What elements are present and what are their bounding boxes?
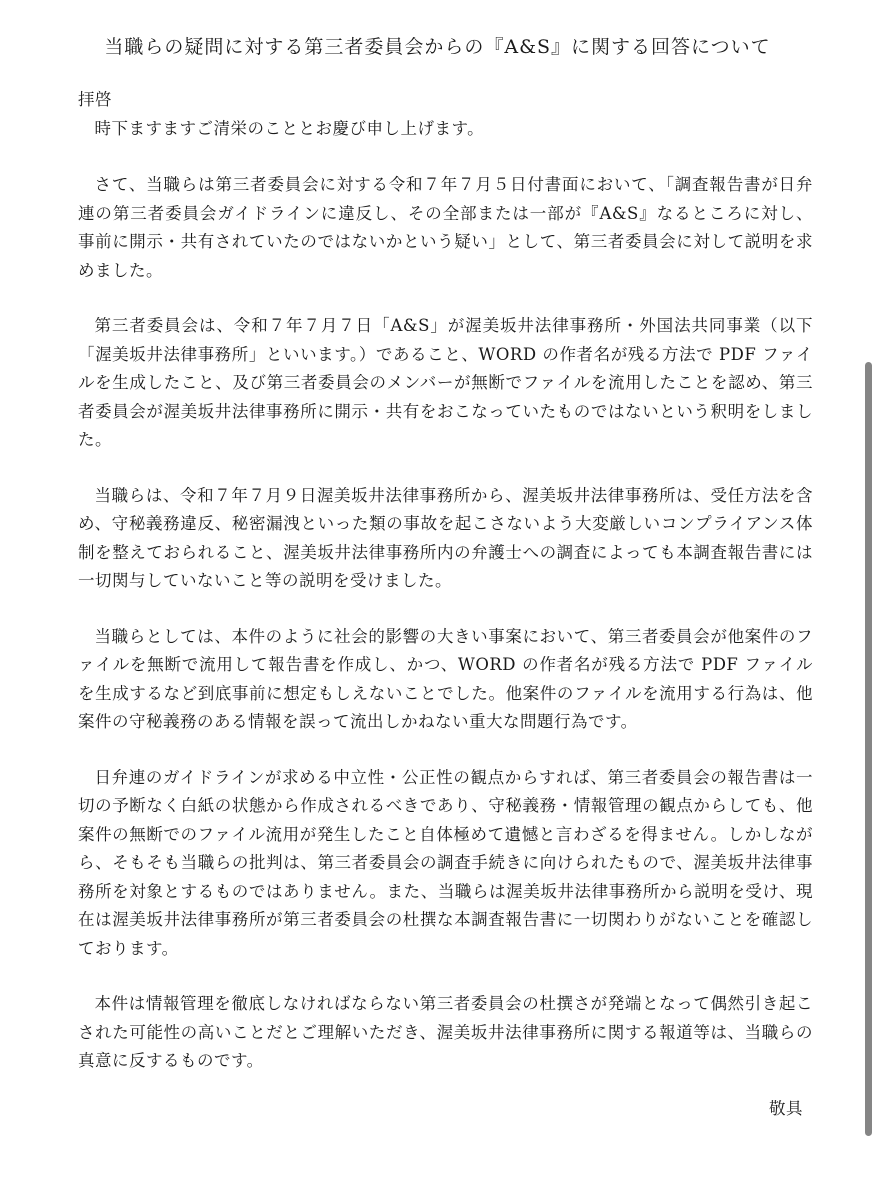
vertical-scrollbar[interactable] (865, 362, 872, 1136)
closing: 敬具 (769, 1098, 803, 1118)
document-body (78, 86, 813, 1123)
paragraph-greeting: 時下ますますご清栄のこととお慶び申し上げます。 (94, 118, 485, 138)
paragraph-inquiry: さて、当職らは第三者委員会に対する令和７年７月５日付書面において、「調査報告書が日弁連の第三者委員会ガイドラインに違反し、その全部または一部が『A&S』なるところに対し、事前に開示・共有されていたのではないかという疑い」として、第三者委員会に対して説明を求めました。 (78, 175, 813, 280)
paragraph-committee-response: 第三者委員会は、令和７年７月７日「A&S」が渥美坂井法律事務所・外国法共同事業（以下「渥美坂井法律事務所」といいます。）であること、WORD の作者名が残る方法で PDF ファイルを生成したこと、及び第三者委員会のメンバーが無断でファイルを流用したことを認め、第三者委員会が渥美坂井法律事務所に開示・共有をおこなっていたものではないという釈明をしました。 (78, 316, 813, 449)
paragraph-guideline: 日弁連のガイドラインが求める中立性・公正性の観点からすれば、第三者委員会の報告書は一切の予断なく白紙の状態から作成されるべきであり、守秘義務・情報管理の観点からしても、他案件の無断でのファイル流用が発生したこと自体極めて遺憾と言わざるを得ません。しかしながら、そもそも当職らの批判は、第三者委員会の調査手続きに向けられたもので、渥美坂井法律事務所を対象とするものではありません。また、当職らは渥美坂井法律事務所から説明を受け、現在は渥美坂井法律事務所が第三者委員会の杜撰な本調査報告書に一切関わりがないことを確認しております。 (78, 767, 814, 958)
paragraph-position: 当職らとしては、本件のように社会的影響の大きい事案において、第三者委員会が他案件のファイルを無断で流用して報告書を作成し、かつ、WORD の作者名が残る方法で PDF ファイルを生成するなど到底事前に想定もしえないことでした。他案件のファイルを流用する行為は、他案件の守秘義務のある情報を誤って流出しかねない重大な問題行為です。 (78, 626, 813, 731)
paragraph-conclusion: 本件は情報管理を徹底しなければならない第三者委員会の杜撰さが発端となって偶然引き起こされた可能性の高いことだとご理解いただき、渥美坂井法律事務所に関する報道等は、当職らの真意に反するものです。 (78, 994, 813, 1070)
paragraph-law-firm-explanation: 当職らは、令和７年７月９日渥美坂井法律事務所から、渥美坂井法律事務所は、受任方法を含め、守秘義務違反、秘密漏洩といった類の事故を起こさないよう大変厳しいコンプライアンス体制を整えておられること、渥美坂井法律事務所内の弁護士への調査によっても本調査報告書には一切関与していないこと等の説明を受けました。 (78, 485, 813, 590)
salutation: 拝啓 (78, 90, 112, 109)
document-title: 当職らの疑問に対する第三者委員会からの『A&S』に関する回答について (104, 36, 771, 58)
